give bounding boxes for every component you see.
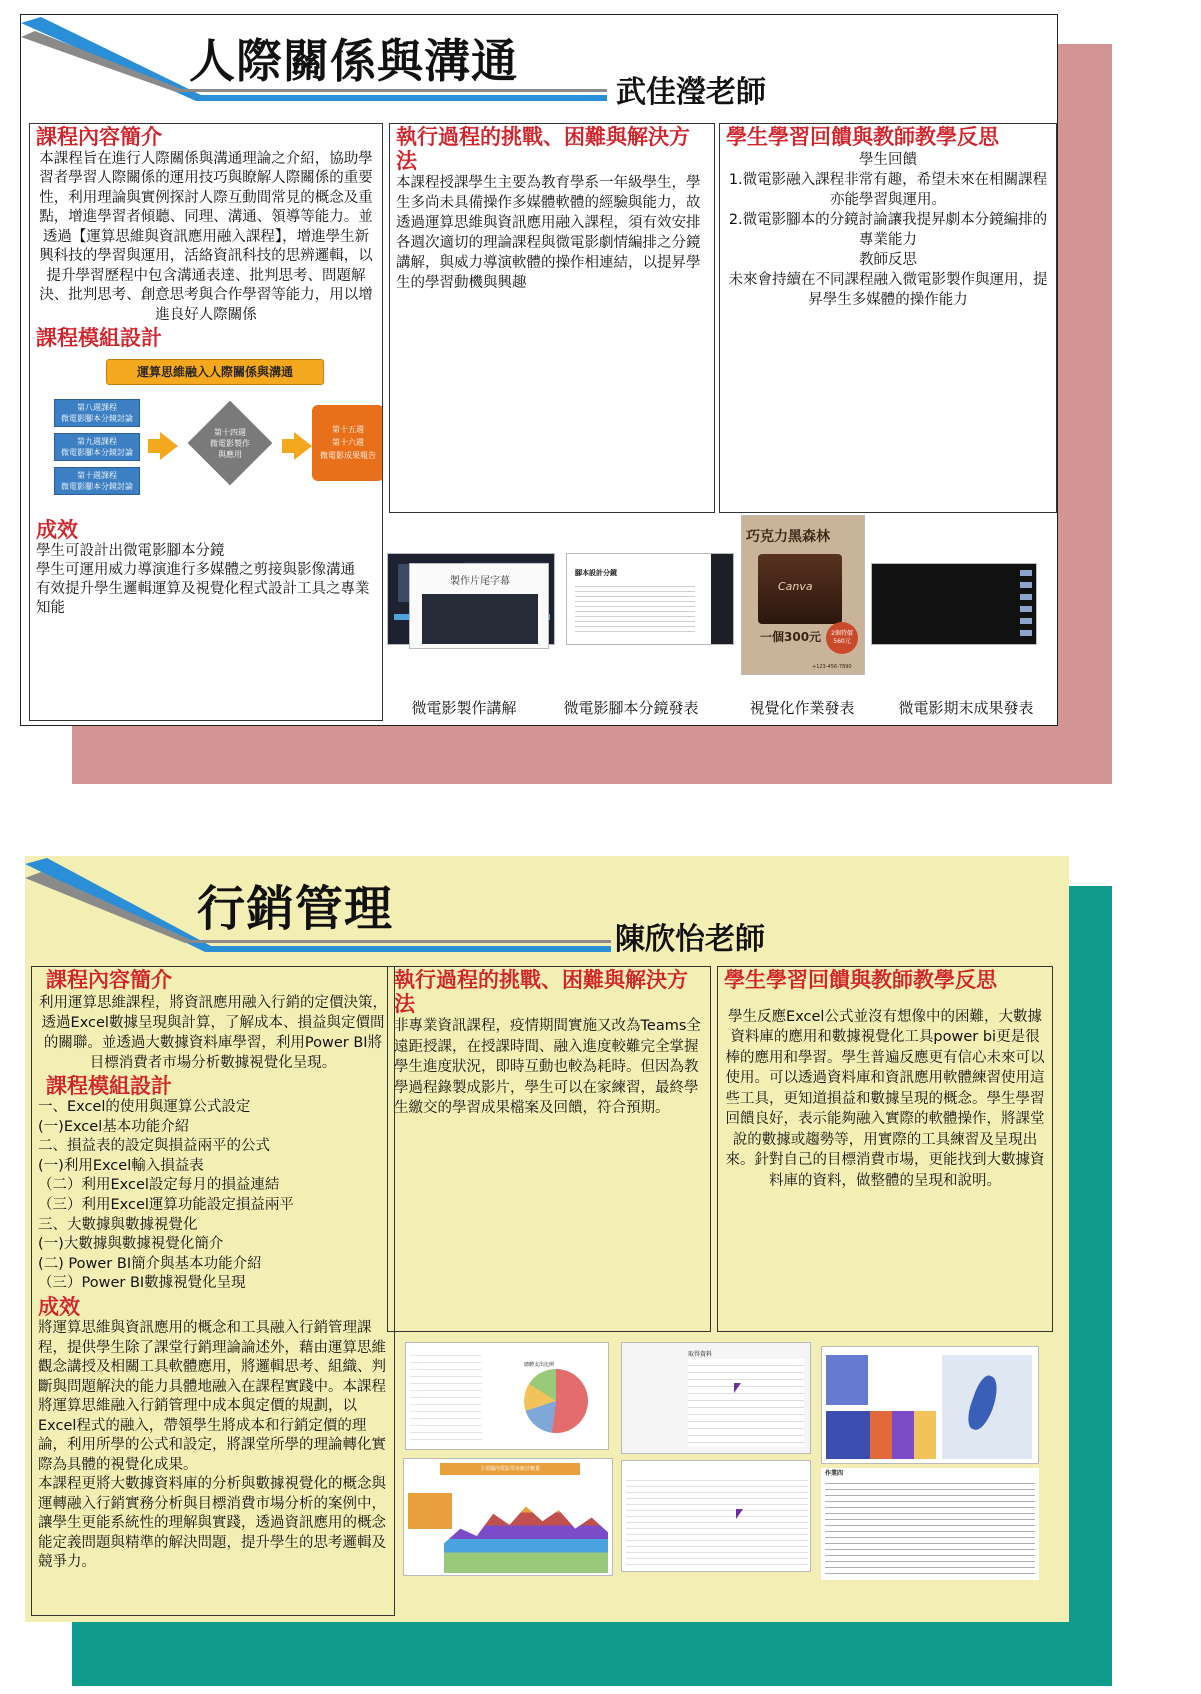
photo-poster-price: 一個300元 [760, 630, 822, 644]
poster1-photo-storyboard [566, 553, 734, 645]
poster1-intro-heading: 課程內容簡介 [36, 125, 162, 149]
flow-diamond-text [188, 427, 272, 460]
poster1-flow-chart [36, 355, 376, 515]
poster2-challenge-box [387, 966, 711, 1332]
module-item: (一)Excel基本功能介紹 [38, 1118, 190, 1135]
shot-dialog-list [688, 1359, 804, 1447]
poster1-outcome-line2: 學生可運用威力導演進行多媒體之剪接與影像溝通 [36, 562, 355, 579]
poster2-shot-get-data [621, 1342, 811, 1454]
photo-poster-deal-badge [826, 622, 858, 654]
poster2 [25, 856, 1069, 1622]
module-item: 三、大數據與數據視覺化 [38, 1216, 198, 1233]
shot-pie-chart [524, 1369, 588, 1433]
poster2-shot-streamgraph [403, 1458, 613, 1576]
poster1-feedback-heading: 學生學習回饋與教師教學反思 [726, 125, 999, 149]
flow-arrow-1 [160, 432, 178, 460]
poster2-outcome-para1: 將運算思維與資訊應用的概念和工具融入行銷管理課程，提供學生除了課堂行銷理論論述外，藉由運算思維觀念講授及相關工具軟體應用，將邏輯思考、組織、判斷與問題解決的能力具體地融入在課程實踐中。本課程將運算思維融入行銷管理中成本與定價的規劃，以Excel程式的融入，帶領學生將成本和行銷定價的理論，利用所學的公式和設定，將課堂所學的理論轉化實際為具體的視覺化成果。 [38, 1320, 386, 1473]
poster2-feedback-heading: 學生學習回饋與教師教學反思 [724, 968, 997, 992]
photo-subtitle-screen [422, 594, 538, 644]
flow-week14-line3: 與應用 [218, 449, 242, 459]
photo-subtitle-title: 製作片尾字幕 [450, 576, 510, 587]
poster1-teacher-body: 未來會持續在不同課程融入微電影製作與運用，提昇學生多媒體的操作能力 [728, 271, 1048, 308]
poster2-shot-data-table [621, 1460, 811, 1572]
flow-week10-line1: 第十週課程 [77, 470, 117, 480]
photo-poster-title: 巧克力黑森林 [746, 529, 830, 545]
poster1-photo-final [871, 563, 1037, 645]
poster2-module-heading: 課程模組設計 [46, 1073, 172, 1098]
flow-title: 運算思維融入人際關係與溝通 [106, 359, 324, 385]
poster1-outcome-heading: 成效 [36, 517, 78, 542]
poster2-feedback-body: 學生反應Excel公式並沒有想像中的困難，大數據資料庫的應用和數據視覺化工具power bi更是很棒的應用和學習。學生普遍反應更有信心未來可以使用。可以透過資料庫和資訊應用軟體練習使用這些工具，更知道損益和數據呈現的概念。學生學習回饋良好，表示能夠融入實際的軟體操作，將課堂說的數據或趨勢等，用實際的工具練習及呈現出來。針對自己的目標消費市場，更能找到大數據資料庫的資料，做整體的呈現和說明。 [725, 1008, 1045, 1189]
flow-week15-line3: 微電影成果報告 [320, 451, 376, 461]
poster1-intro-body: 本課程旨在進行人際關係與溝通理論之介紹，協助學習者學習人際關係的運用技巧與瞭解人際關係的重要性，利用理論與實例探討人際互動間常見的概念及重點，增進學習者傾聽、同理、溝通、領導等能力。並透過【運算思維與資訊應用融入課程】，增進學生新興科技的學習與運用，活絡資訊科技的思辨邏輯，以提升學習歷程中包含溝通表達、批判思考、問題解決、批判思考、創意思考與合作學習等能力，用以增進良好人際關係 [39, 150, 373, 323]
shot-dialog-title: 取得資料 [688, 1351, 713, 1358]
poster1-challenge-heading: 執行過程的挑戰、困難與解決方法 [396, 125, 690, 173]
poster2-shot-powerbi-map [821, 1346, 1039, 1464]
flow-week8-line2: 微電影腳本分鏡討論 [61, 413, 133, 423]
poster2-outcome-para2: 本課程更將大數據資料庫的分析與數據視覺化的概念與運轉融入行銷實務分析與目標消費市場分析的案例中，讓學生更能系統性的理解與實踐，透過資訊應用的概念能定義問題與精準的解決問題，提升學生的思考邏輯及競爭力。 [38, 1476, 386, 1571]
poster2-outcome-heading: 成效 [38, 1294, 80, 1319]
poster2-challenge-heading: 執行過程的挑戰、困難與解決方法 [394, 968, 688, 1016]
poster1-caption-4: 微電影期末成果發表 [898, 699, 1034, 717]
poster2-intro-body: 利用運算思維課程，將資訊應用融入行銷的定價決策，透過Excel數據呈現與計算，了解成本、損益與定價間的關聯。並透過大數據資料庫學習，利用Power BI將目標消費者市場分析數據視覺化呈現。 [39, 994, 387, 1071]
shot-table [626, 1475, 808, 1567]
photo-poster-brand: Canva [778, 580, 813, 593]
module-item: (一)利用Excel輸入損益表 [38, 1157, 204, 1174]
poster1-module-heading: 課程模組設計 [36, 326, 162, 351]
poster1-teacher-label: 教師反思 [859, 251, 917, 268]
poster1-challenge-panel [389, 123, 715, 513]
shot-stream-chart [444, 1499, 608, 1573]
photo-poster-deal: 2個特價 [831, 630, 853, 637]
poster1-photo-poster [741, 515, 865, 675]
photo-storyboard-title: 腳本設計分鏡 [575, 569, 617, 577]
cursor-icon [736, 1509, 743, 1519]
poster2-module-list [38, 1098, 388, 1294]
module-item: (二) Power BI簡介與基本功能介紹 [38, 1255, 262, 1272]
flow-week9 [54, 433, 140, 461]
module-item: 二、損益表的設定與損益兩平的公式 [38, 1138, 270, 1155]
flow-week8-line1: 第八週課程 [77, 402, 117, 412]
poster2-feedback-panel [717, 966, 1053, 1332]
flow-week14-line1: 第十四週 [214, 427, 246, 437]
flow-week9-line2: 微電影腳本分鏡討論 [61, 447, 133, 457]
poster2-shot-report [821, 1468, 1039, 1580]
poster2-challenge-panel [387, 896, 388, 897]
shot-bar-list [826, 1355, 896, 1405]
poster2-teacher: 陳欣怡老師 [615, 922, 765, 957]
flow-diamond [188, 401, 272, 485]
module-item: (一)大數據與數據視覺化簡介 [38, 1236, 224, 1253]
poster1-teacher: 武佳瀅老師 [616, 75, 766, 110]
shot-report-label: 作業四 [825, 1470, 844, 1477]
poster1-title: 人際關係與溝通 [189, 34, 518, 88]
poster1-challenge-body: 本課程授課學生主要為教育學系一年級學生，學生多尚未具備操作多媒體軟體的經驗與能力，故透過運算思維與資訊應用融入課程，須有效安排各週次適切的理論課程與微電影劇情編排之分鏡講解，與威力導演軟體的操作相連結，以提昇學生的學習動機與興趣 [396, 175, 701, 292]
photo-poster-contact: +123-456-7890 [812, 664, 852, 670]
flow-week10-line2: 微電影腳本分鏡討論 [61, 481, 133, 491]
shot-stream-title: 主要國內電影票房統計數量 [440, 1463, 580, 1475]
poster2-intro-heading: 課程內容簡介 [46, 968, 172, 992]
module-item: （三）Power BI數據視覺化呈現 [38, 1275, 246, 1292]
shot-stream-legend [408, 1493, 452, 1529]
flow-week9-line1: 第九週課程 [77, 436, 117, 446]
photo-storyboard-sidebar [711, 554, 733, 645]
module-item: （三）利用Excel運算功能設定損益兩平 [38, 1197, 294, 1213]
poster1-outcome-line3: 有效提升學生邏輯運算及視覺化程式設計工具之專業知能 [36, 581, 370, 617]
poster1-student-item-1: 1.微電影融入課程非常有趣，希望未來在相關課程亦能學習與運用。 [728, 171, 1048, 208]
poster1-photo-subtitle [409, 563, 549, 649]
flow-arrow-2 [294, 432, 312, 460]
poster1 [20, 14, 1058, 726]
flow-week8 [54, 399, 140, 427]
flow-week15-line1: 第十五週 [332, 425, 364, 435]
shot-treemap [826, 1411, 936, 1459]
shot-excel-grid [410, 1349, 482, 1445]
poster2-challenge-body: 非專業資訊課程，疫情期間實施又改為Teams全遠距授課，在授課時間、融入進度較難完全掌握學生進度狀況，即時互動也較為耗時。但因為教學過程錄製成影片，學生可以在家練習，最終學生繳交的學習成果檔案及回饋，符合預期。 [394, 1018, 701, 1117]
module-item: （二）利用Excel設定每月的損益連結 [38, 1177, 280, 1194]
photo-storyboard-lines [575, 582, 695, 636]
poster2-shot-excel-pie [405, 1342, 609, 1450]
poster1-student-item-2: 2.微電影腳本的分鏡討論讓我提昇劇本分鏡編排的專業能力 [728, 211, 1048, 248]
poster1-feedback-panel [719, 123, 1057, 513]
poster1-left-panel [29, 123, 383, 721]
poster1-student-label: 學生回饋 [859, 151, 917, 168]
flow-week14-line2: 微電影製作 [210, 438, 250, 448]
flow-week15-line2: 第十六週 [332, 438, 364, 448]
poster1-caption-2: 微電影腳本分鏡發表 [563, 699, 699, 717]
module-item: 一、Excel的使用與運算公式設定 [38, 1099, 251, 1116]
poster2-left-panel [31, 966, 395, 1616]
poster1-outcome-line1: 學生可設計出微電影腳本分鏡 [36, 543, 225, 560]
cursor-icon [734, 1383, 741, 1393]
photo-final-participants [1020, 570, 1032, 640]
shot-pie-title: 總體支出比例 [524, 1362, 555, 1368]
poster2-title: 行銷管理 [197, 881, 394, 937]
poster1-caption-3: 視覺化作業發表 [749, 699, 855, 717]
flow-week10 [54, 467, 140, 495]
photo-poster-deal-price: 560元 [833, 638, 851, 645]
flow-result-box [312, 405, 383, 481]
poster1-caption-1: 微電影製作講解 [411, 699, 517, 717]
shot-report-lines [825, 1478, 1035, 1576]
